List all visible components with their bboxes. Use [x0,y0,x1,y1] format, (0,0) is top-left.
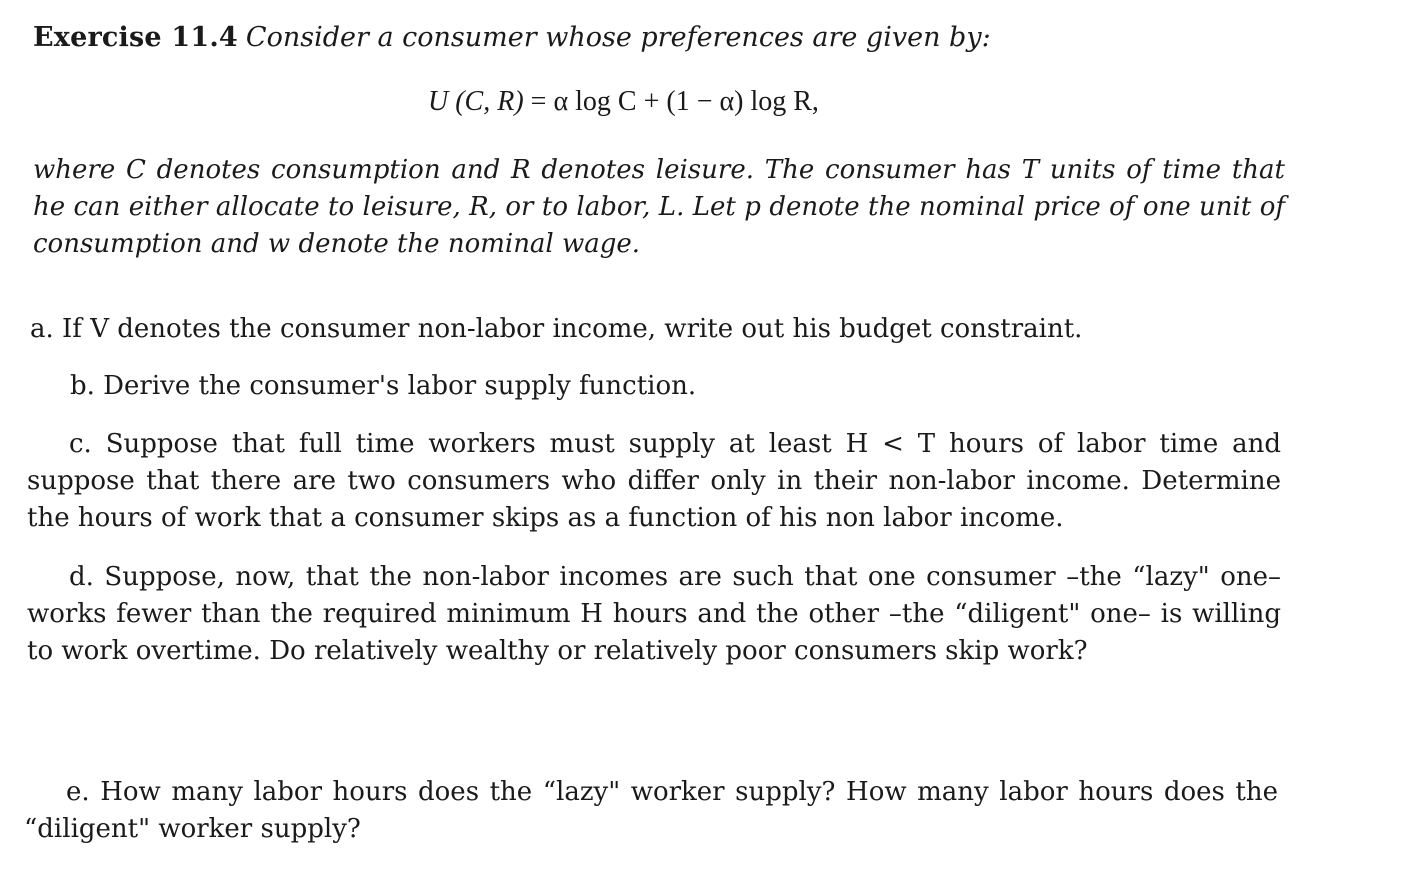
question-d: d. Suppose, now, that the non-labor incomes are such that one consumer –the “lazy" one– works fewer than the required minimum H hours and the other –the “diligent" one– is willing to work overtime. Do relatively wealthy or relatively poor consumers skip work? [27,562,1281,666]
question-a: a. If V denotes the consumer non-labor income, write out his budget constraint. [30,314,1083,344]
question-e: e. How many labor hours does the “lazy" worker supply? How many labor hours does the “diligent" worker supply? [24,777,1278,844]
exercise-label: Exercise 11.4 [33,22,238,53]
intro-paragraph: where C denotes consumption and R denotes leisure. The consumer has T units of time that he can either allocate to leisure, R, or to labor, L. Let p denote the nominal price of one unit of consumption and w denote the nominal wage. [33,155,1285,259]
equation-lhs: U (C, R) [428,86,524,117]
equation-rhs: = α log C + (1 − α) log R, [523,86,819,117]
utility-equation [428,86,819,118]
question-b: b. Derive the consumer's labor supply function. [70,371,697,401]
question-c: c. Suppose that full time workers must supply at least H < T hours of labor time and suppose that there are two consumers who differ only in their non-labor income. Determine the hours of work that a consumer skips as a function of his non labor income. [27,429,1281,533]
exercise-heading [33,22,991,53]
exercise-intro: Consider a consumer whose preferences are given by: [245,22,991,53]
